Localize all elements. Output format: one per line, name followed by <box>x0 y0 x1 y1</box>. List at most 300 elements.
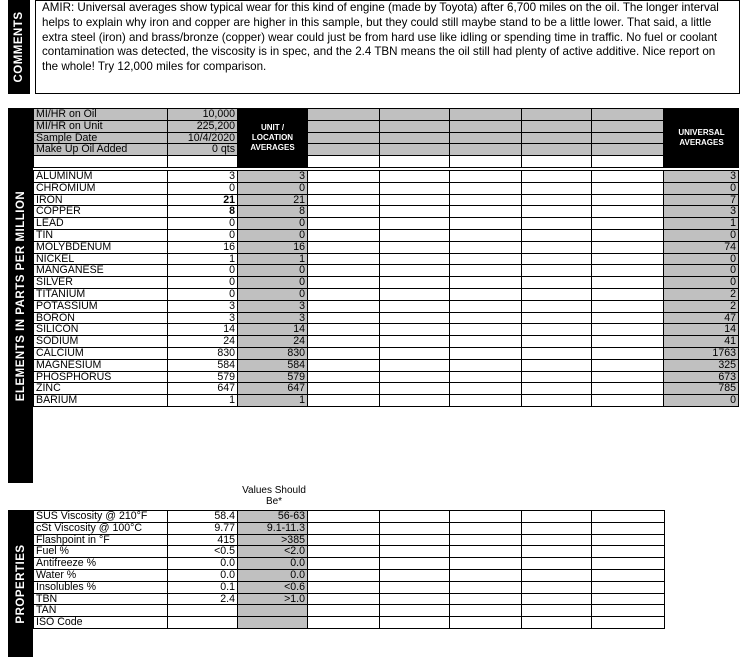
table-row <box>34 546 665 558</box>
empty-cell <box>592 534 665 546</box>
element-value: 830 <box>168 347 238 359</box>
empty-cell <box>522 336 592 348</box>
empty-cell <box>522 265 592 277</box>
empty-cell <box>450 277 522 289</box>
empty-cell <box>308 359 380 371</box>
empty-cell <box>450 324 522 336</box>
empty-cell <box>522 383 592 395</box>
empty-cell <box>522 288 592 300</box>
element-name: MAGNESIUM <box>34 359 168 371</box>
element-name: MANGANESE <box>34 265 168 277</box>
element-universal-average: 0 <box>664 229 739 241</box>
elements-table <box>33 170 739 407</box>
table-row <box>34 194 739 206</box>
empty-cell <box>380 120 450 132</box>
property-should-be <box>238 605 308 617</box>
elements-title: ELEMENTS IN PARTS PER MILLION <box>14 190 27 401</box>
table-row <box>34 605 665 617</box>
empty-cell <box>450 522 522 534</box>
empty-cell <box>522 182 592 194</box>
element-name: BORON <box>34 312 168 324</box>
empty-cell <box>308 288 380 300</box>
empty-cell <box>380 312 450 324</box>
empty-cell <box>308 253 380 265</box>
element-value: 16 <box>168 241 238 253</box>
empty-cell <box>308 300 380 312</box>
empty-cell <box>308 241 380 253</box>
empty-cell <box>380 359 450 371</box>
property-should-be: 0.0 <box>238 569 308 581</box>
element-value: 0 <box>168 288 238 300</box>
property-value <box>168 605 238 617</box>
empty-cell <box>308 265 380 277</box>
empty-cell <box>308 534 380 546</box>
empty-cell <box>308 617 380 629</box>
empty-cell <box>450 156 522 168</box>
sample-info-value: 10/4/2020 <box>168 132 238 144</box>
empty-cell <box>380 109 450 121</box>
properties-title: PROPERTIES <box>14 543 27 624</box>
empty-cell <box>380 265 450 277</box>
empty-cell <box>380 593 450 605</box>
empty-cell <box>168 156 238 168</box>
empty-cell <box>450 253 522 265</box>
empty-cell <box>592 558 665 570</box>
element-value: 1 <box>168 253 238 265</box>
sample-info-row <box>34 144 739 156</box>
empty-cell <box>592 132 664 144</box>
table-row <box>34 171 739 183</box>
table-row <box>34 336 739 348</box>
table-row <box>34 511 665 523</box>
empty-cell <box>308 605 380 617</box>
empty-cell <box>522 253 592 265</box>
table-row <box>34 182 739 194</box>
empty-cell <box>450 581 522 593</box>
table-row <box>34 534 665 546</box>
elements-title-bar <box>8 108 33 483</box>
element-unit-average: 0 <box>238 265 308 277</box>
empty-cell <box>380 171 450 183</box>
empty-cell <box>522 534 592 546</box>
empty-cell <box>522 558 592 570</box>
element-unit-average: 0 <box>238 182 308 194</box>
empty-cell <box>380 605 450 617</box>
empty-cell <box>308 522 380 534</box>
element-value: 24 <box>168 336 238 348</box>
empty-cell <box>450 312 522 324</box>
empty-cell <box>308 109 380 121</box>
empty-cell <box>380 206 450 218</box>
table-row <box>34 288 739 300</box>
empty-cell <box>592 371 664 383</box>
element-value: 3 <box>168 171 238 183</box>
empty-cell <box>380 253 450 265</box>
element-name: SILVER <box>34 277 168 289</box>
comments-title: COMMENTS <box>13 11 25 83</box>
properties-title-bar <box>8 510 33 657</box>
property-name: Insolubles % <box>34 581 168 593</box>
empty-cell <box>308 144 380 156</box>
empty-cell <box>522 605 592 617</box>
spacer-row <box>34 156 739 168</box>
empty-cell <box>522 144 592 156</box>
empty-cell <box>308 347 380 359</box>
property-should-be: >385 <box>238 534 308 546</box>
sample-info-row <box>34 120 739 132</box>
table-row <box>34 241 739 253</box>
empty-cell <box>522 277 592 289</box>
empty-cell <box>522 132 592 144</box>
sample-info-label: MI/HR on Unit <box>34 120 168 132</box>
table-row <box>34 253 739 265</box>
empty-cell <box>450 218 522 230</box>
sample-info-label: Sample Date <box>34 132 168 144</box>
table-row <box>34 229 739 241</box>
element-value: 3 <box>168 312 238 324</box>
empty-cell <box>450 120 522 132</box>
empty-cell <box>380 347 450 359</box>
empty-cell <box>522 109 592 121</box>
empty-cell <box>522 300 592 312</box>
empty-cell <box>592 156 664 168</box>
empty-cell <box>380 569 450 581</box>
empty-cell <box>380 229 450 241</box>
table-row <box>34 265 739 277</box>
property-name: ISO Code <box>34 617 168 629</box>
empty-cell <box>522 347 592 359</box>
empty-cell <box>450 182 522 194</box>
empty-cell <box>380 581 450 593</box>
element-name: COPPER <box>34 206 168 218</box>
property-name: Fuel % <box>34 546 168 558</box>
table-row <box>34 312 739 324</box>
element-universal-average: 0 <box>664 395 739 407</box>
property-value: <0.5 <box>168 546 238 558</box>
empty-cell <box>450 383 522 395</box>
property-name: Flashpoint in °F <box>34 534 168 546</box>
empty-cell <box>522 312 592 324</box>
comments-title-bar <box>8 0 30 94</box>
property-name: cSt Viscosity @ 100°C <box>34 522 168 534</box>
empty-cell <box>380 395 450 407</box>
element-unit-average: 24 <box>238 336 308 348</box>
table-row <box>34 359 739 371</box>
empty-cell <box>380 383 450 395</box>
empty-cell <box>450 569 522 581</box>
element-value: 0 <box>168 229 238 241</box>
empty-cell <box>308 156 380 168</box>
element-name: BARIUM <box>34 395 168 407</box>
empty-cell <box>522 359 592 371</box>
property-name: SUS Viscosity @ 210°F <box>34 511 168 523</box>
sample-info-label: MI/HR on Oil <box>34 109 168 121</box>
element-name: TIN <box>34 229 168 241</box>
empty-cell <box>380 288 450 300</box>
sample-info-value: 0 qts <box>168 144 238 156</box>
element-value: 584 <box>168 359 238 371</box>
empty-cell <box>308 324 380 336</box>
element-value: 21 <box>168 194 238 206</box>
element-unit-average: 579 <box>238 371 308 383</box>
empty-cell <box>380 324 450 336</box>
table-row <box>34 383 739 395</box>
table-row <box>34 569 665 581</box>
empty-cell <box>450 336 522 348</box>
empty-cell <box>450 194 522 206</box>
sample-info-row <box>34 132 739 144</box>
element-universal-average: 0 <box>664 182 739 194</box>
empty-cell <box>450 395 522 407</box>
table-row <box>34 300 739 312</box>
element-name: LEAD <box>34 218 168 230</box>
element-value: 3 <box>168 300 238 312</box>
empty-cell <box>592 522 665 534</box>
empty-cell <box>450 605 522 617</box>
element-universal-average: 0 <box>664 265 739 277</box>
property-value: 58.4 <box>168 511 238 523</box>
table-row <box>34 558 665 570</box>
empty-cell <box>308 593 380 605</box>
property-value: 415 <box>168 534 238 546</box>
element-name: SODIUM <box>34 336 168 348</box>
empty-cell <box>308 546 380 558</box>
empty-cell <box>450 534 522 546</box>
empty-cell <box>308 569 380 581</box>
property-should-be: 0.0 <box>238 558 308 570</box>
element-universal-average: 14 <box>664 324 739 336</box>
universal-averages-header: UNIVERSAL AVERAGES <box>664 108 739 168</box>
element-value: 0 <box>168 277 238 289</box>
element-unit-average: 14 <box>238 324 308 336</box>
property-value: 9.77 <box>168 522 238 534</box>
empty-cell <box>592 593 665 605</box>
empty-cell <box>450 511 522 523</box>
element-value: 0 <box>168 182 238 194</box>
empty-cell <box>592 277 664 289</box>
element-name: SILICON <box>34 324 168 336</box>
empty-cell <box>450 371 522 383</box>
empty-cell <box>308 171 380 183</box>
element-unit-average: 0 <box>238 229 308 241</box>
empty-cell <box>380 218 450 230</box>
element-universal-average: 1763 <box>664 347 739 359</box>
element-universal-average: 1 <box>664 218 739 230</box>
property-value: 0.1 <box>168 581 238 593</box>
element-name: IRON <box>34 194 168 206</box>
empty-cell <box>308 312 380 324</box>
empty-cell <box>34 156 168 168</box>
element-universal-average: 3 <box>664 171 739 183</box>
empty-cell <box>308 277 380 289</box>
empty-cell <box>450 144 522 156</box>
property-name: TBN <box>34 593 168 605</box>
empty-cell <box>592 288 664 300</box>
element-universal-average: 0 <box>664 277 739 289</box>
property-should-be: 56-63 <box>238 511 308 523</box>
property-should-be: 9.1-11.3 <box>238 522 308 534</box>
table-row <box>34 206 739 218</box>
empty-cell <box>592 109 664 121</box>
empty-cell <box>308 581 380 593</box>
element-unit-average: 3 <box>238 312 308 324</box>
empty-cell <box>450 265 522 277</box>
empty-cell <box>450 300 522 312</box>
sample-info-row <box>34 109 739 121</box>
element-unit-average: 8 <box>238 206 308 218</box>
element-unit-average: 0 <box>238 277 308 289</box>
element-unit-average: 3 <box>238 171 308 183</box>
element-name: NICKEL <box>34 253 168 265</box>
empty-cell <box>380 132 450 144</box>
empty-cell <box>380 558 450 570</box>
empty-cell <box>308 371 380 383</box>
empty-cell <box>592 253 664 265</box>
empty-cell <box>592 144 664 156</box>
empty-cell <box>308 194 380 206</box>
empty-cell <box>592 383 664 395</box>
empty-cell <box>308 558 380 570</box>
element-value: 1 <box>168 395 238 407</box>
empty-cell <box>308 132 380 144</box>
empty-cell <box>592 347 664 359</box>
empty-cell <box>592 194 664 206</box>
element-name: POTASSIUM <box>34 300 168 312</box>
table-row <box>34 593 665 605</box>
empty-cell <box>592 336 664 348</box>
sample-info-value: 10,000 <box>168 109 238 121</box>
property-should-be: <2.0 <box>238 546 308 558</box>
empty-cell <box>380 194 450 206</box>
element-unit-average: 1 <box>238 253 308 265</box>
empty-cell <box>380 371 450 383</box>
empty-cell <box>450 206 522 218</box>
empty-cell <box>592 120 664 132</box>
empty-cell <box>522 511 592 523</box>
element-unit-average: 3 <box>238 300 308 312</box>
element-universal-average: 47 <box>664 312 739 324</box>
empty-cell <box>308 120 380 132</box>
element-unit-average: 21 <box>238 194 308 206</box>
property-should-be <box>238 617 308 629</box>
element-universal-average: 74 <box>664 241 739 253</box>
empty-cell <box>592 395 664 407</box>
element-name: CALCIUM <box>34 347 168 359</box>
empty-cell <box>450 593 522 605</box>
empty-cell <box>522 156 592 168</box>
element-unit-average: 0 <box>238 288 308 300</box>
empty-cell <box>592 581 665 593</box>
empty-cell <box>522 229 592 241</box>
element-unit-average: 647 <box>238 383 308 395</box>
unit-location-averages-header: UNIT / LOCATION AVERAGES <box>237 108 308 168</box>
table-row <box>34 347 739 359</box>
empty-cell <box>522 546 592 558</box>
empty-cell <box>450 229 522 241</box>
empty-cell <box>522 593 592 605</box>
property-value <box>168 617 238 629</box>
property-name: Antifreeze % <box>34 558 168 570</box>
empty-cell <box>450 617 522 629</box>
property-value: 0.0 <box>168 569 238 581</box>
property-should-be: >1.0 <box>238 593 308 605</box>
element-value: 0 <box>168 265 238 277</box>
table-row <box>34 395 739 407</box>
element-value: 579 <box>168 371 238 383</box>
property-value: 0.0 <box>168 558 238 570</box>
empty-cell <box>308 206 380 218</box>
element-universal-average: 3 <box>664 206 739 218</box>
empty-cell <box>450 132 522 144</box>
empty-cell <box>380 182 450 194</box>
element-universal-average: 785 <box>664 383 739 395</box>
element-unit-average: 16 <box>238 241 308 253</box>
element-name: ZINC <box>34 383 168 395</box>
element-unit-average: 584 <box>238 359 308 371</box>
empty-cell <box>592 312 664 324</box>
empty-cell <box>522 395 592 407</box>
empty-cell <box>308 336 380 348</box>
empty-cell <box>450 241 522 253</box>
empty-cell <box>522 581 592 593</box>
empty-cell <box>592 229 664 241</box>
table-row <box>34 218 739 230</box>
empty-cell <box>380 511 450 523</box>
empty-cell <box>522 371 592 383</box>
table-row <box>34 617 665 629</box>
table-row <box>34 581 665 593</box>
element-name: TITANIUM <box>34 288 168 300</box>
empty-cell <box>308 395 380 407</box>
property-name: TAN <box>34 605 168 617</box>
empty-cell <box>380 336 450 348</box>
empty-cell <box>522 171 592 183</box>
element-universal-average: 325 <box>664 359 739 371</box>
empty-cell <box>592 206 664 218</box>
empty-cell <box>380 156 450 168</box>
empty-cell <box>450 109 522 121</box>
empty-cell <box>308 182 380 194</box>
empty-cell <box>592 605 665 617</box>
empty-cell <box>522 194 592 206</box>
element-unit-average: 1 <box>238 395 308 407</box>
empty-cell <box>450 546 522 558</box>
element-universal-average: 2 <box>664 300 739 312</box>
empty-cell <box>522 206 592 218</box>
table-row <box>34 324 739 336</box>
empty-cell <box>450 359 522 371</box>
empty-cell <box>592 265 664 277</box>
element-name: ALUMINUM <box>34 171 168 183</box>
empty-cell <box>522 120 592 132</box>
empty-cell <box>592 324 664 336</box>
empty-cell <box>592 569 665 581</box>
empty-cell <box>592 511 665 523</box>
empty-cell <box>592 218 664 230</box>
empty-cell <box>592 171 664 183</box>
element-value: 8 <box>168 206 238 218</box>
element-unit-average: 830 <box>238 347 308 359</box>
empty-cell <box>380 144 450 156</box>
sample-info-table <box>33 108 739 168</box>
property-should-be: <0.6 <box>238 581 308 593</box>
empty-cell <box>380 300 450 312</box>
element-universal-average: 673 <box>664 371 739 383</box>
empty-cell <box>522 241 592 253</box>
properties-table <box>33 510 665 629</box>
empty-cell <box>308 229 380 241</box>
empty-cell <box>592 546 665 558</box>
